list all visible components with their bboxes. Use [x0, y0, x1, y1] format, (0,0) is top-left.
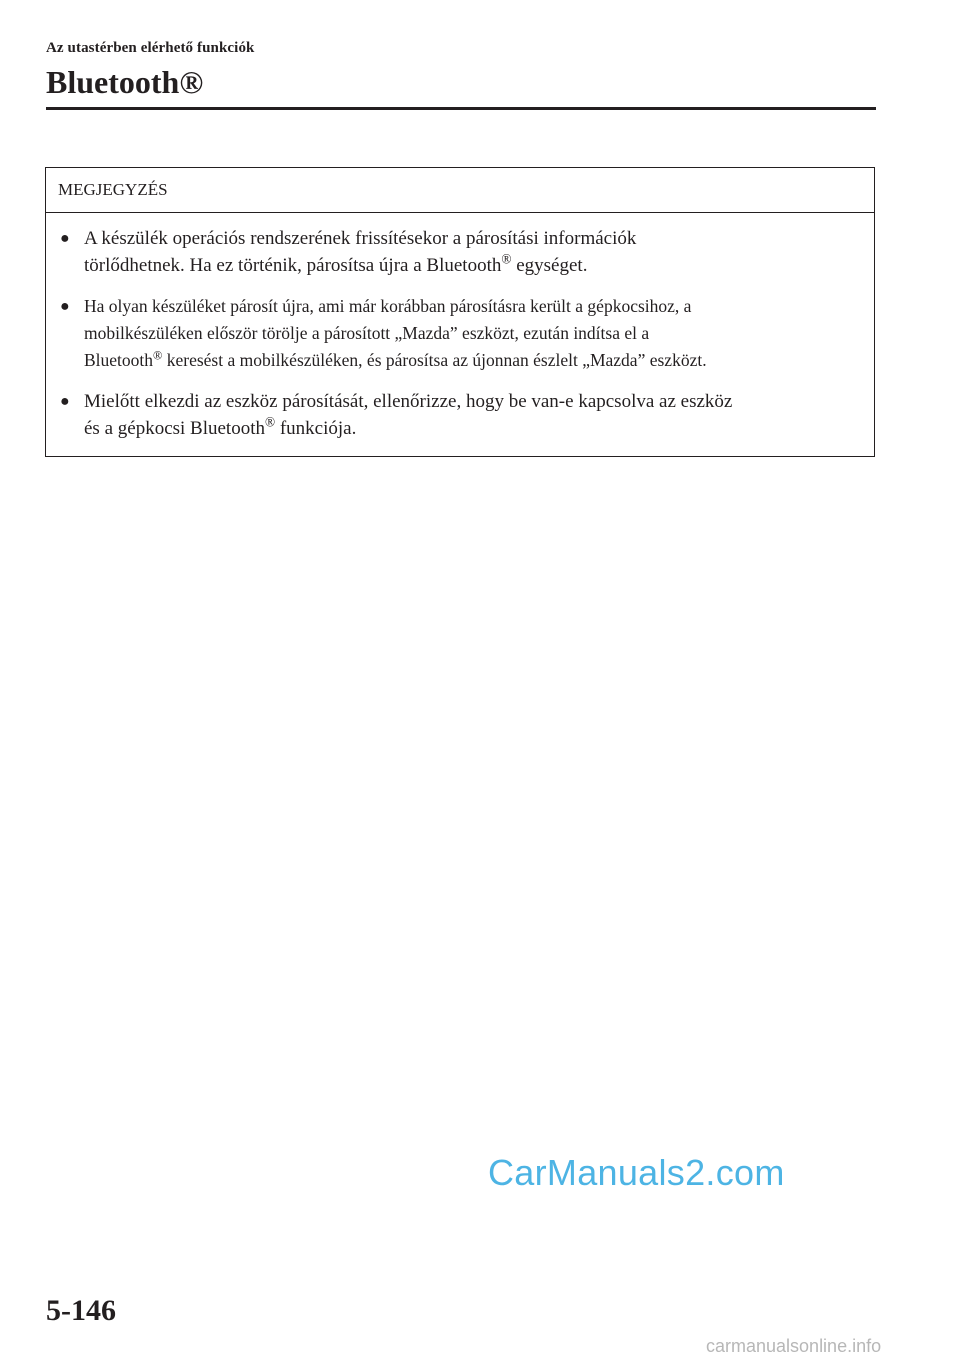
note-text-line: Bluetooth: [84, 350, 154, 370]
note-text-line: és a gépkocsi Bluetooth: [84, 418, 265, 439]
bullet-icon: ●: [60, 298, 70, 315]
note-box: [45, 167, 875, 457]
section-label: Az utastérben elérhető funkciók: [46, 40, 255, 56]
title-rule: [46, 107, 876, 110]
bullet-icon: ●: [60, 393, 70, 410]
note-heading: MEGJEGYZÉS: [46, 168, 874, 213]
note-text-line: Ha olyan készüléket párosít újra, ami már korábban párosításra került a gépkocsihoz, a: [84, 296, 692, 316]
page-number: 5-146: [46, 1294, 116, 1327]
registered-mark: ®: [501, 251, 512, 267]
note-text-line: funkciója.: [275, 418, 357, 439]
note-text-line: törlődhetnek. Ha ez történik, párosítsa újra a Bluetooth: [84, 255, 502, 276]
note-text-line: keresést a mobilkészüléken, és párosítsa az újonnan észlelt „Mazda” eszközt.: [162, 350, 707, 370]
watermark-logo: CarManuals2.com: [488, 1152, 785, 1193]
page-title: Bluetooth®: [46, 64, 204, 100]
note-list: [46, 213, 874, 456]
note-text-line: A készülék operációs rendszerének frissítésekor a párosítási információk: [84, 228, 637, 249]
note-text-line: egységet.: [511, 255, 588, 276]
registered-mark: ®: [265, 414, 276, 430]
note-text-line: Mielőtt elkezdi az eszköz párosítását, ellenőrizze, hogy be van-e kapcsolva az eszköz: [84, 391, 733, 412]
note-item: [58, 293, 860, 374]
bullet-icon: ●: [60, 230, 70, 247]
note-text-line: mobilkészüléken először törölje a párosított „Mazda” eszközt, ezután indítsa el a: [84, 323, 650, 343]
note-item: [58, 225, 860, 279]
note-item: [58, 388, 860, 442]
registered-mark: ®: [153, 348, 163, 363]
footer-watermark: carmanualsonline.info: [706, 1336, 882, 1356]
